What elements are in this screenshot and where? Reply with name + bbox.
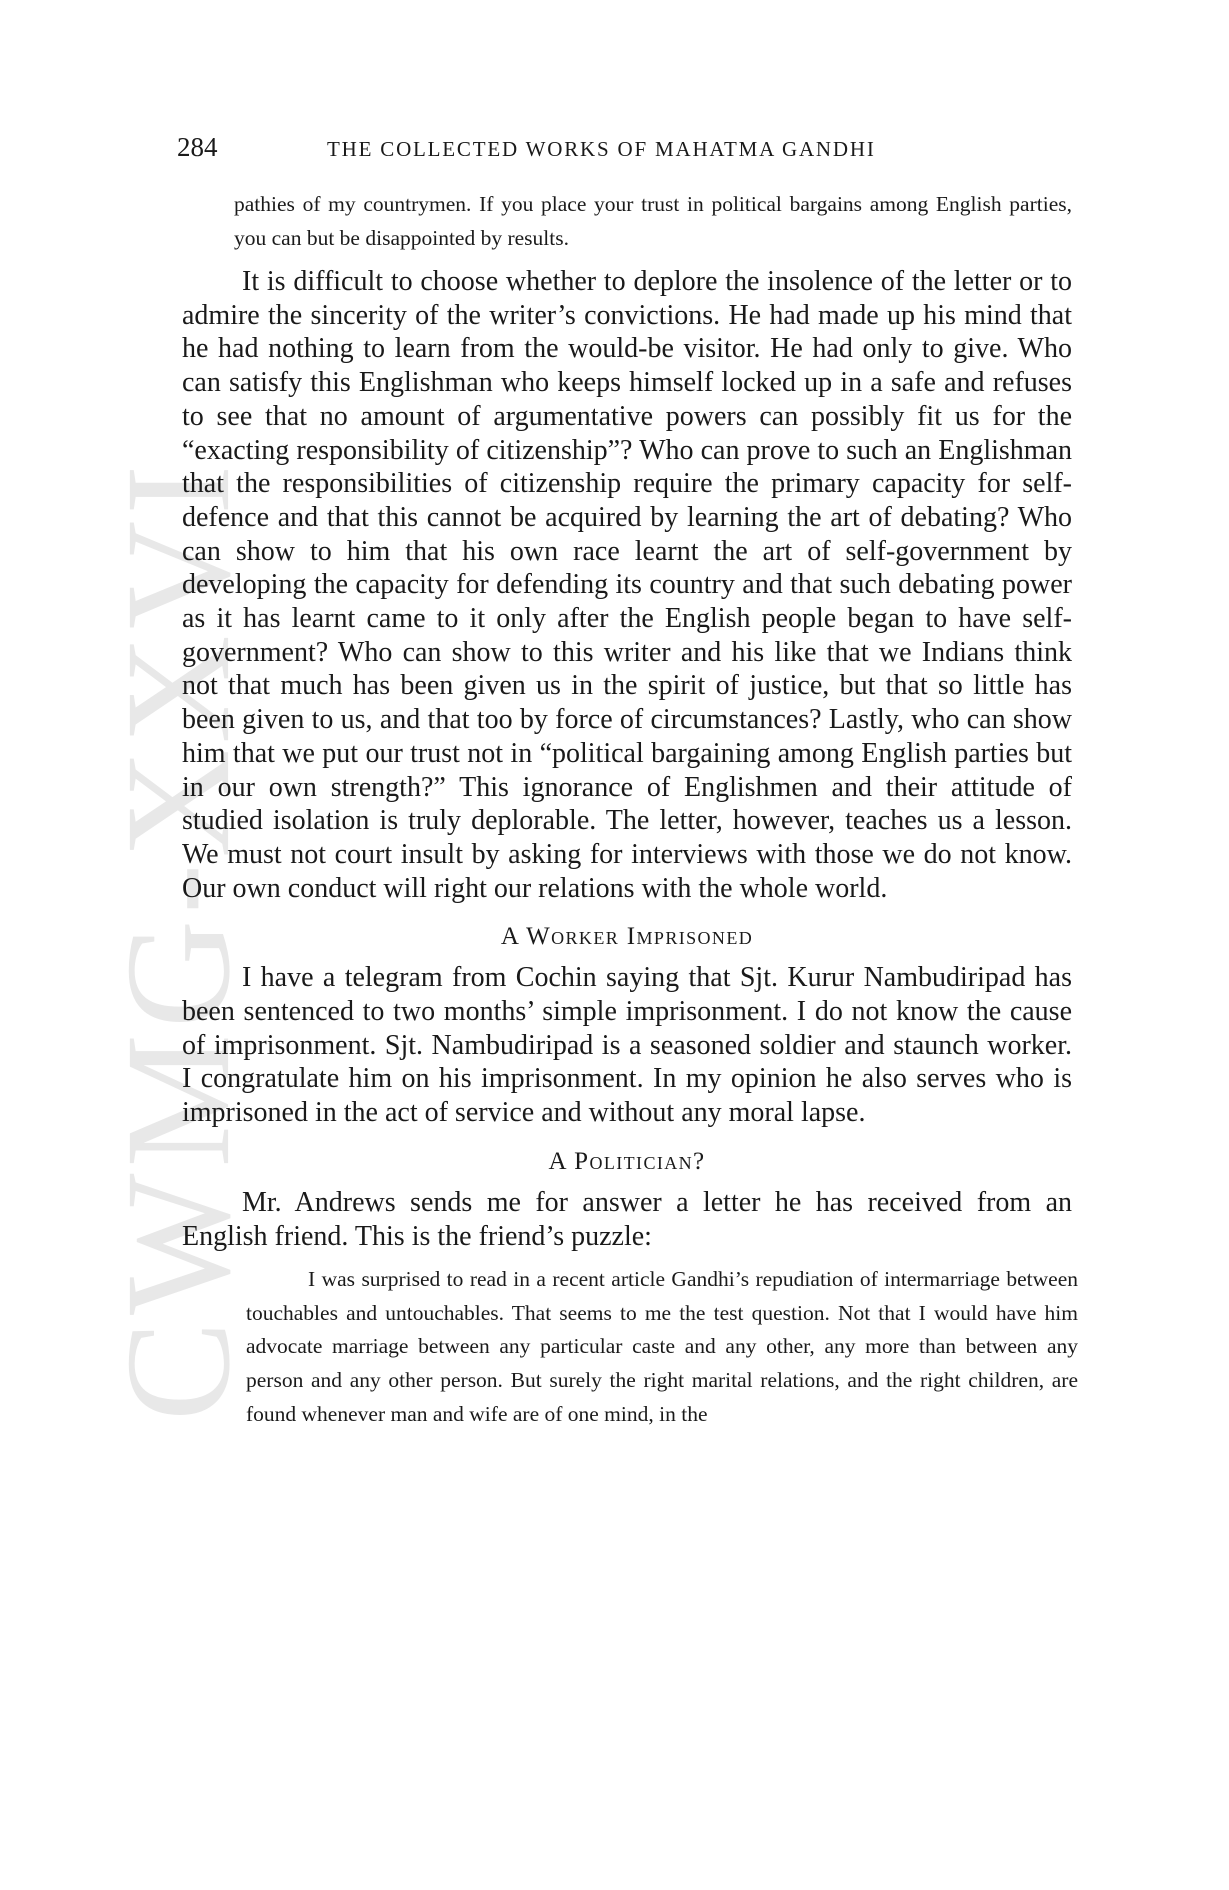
- running-title: THE COLLECTED WORKS OF MAHATMA GANDHI: [327, 137, 876, 161]
- section-heading-worker-imprisoned: A Worker Imprisoned: [500, 923, 754, 951]
- paragraph-insolence-of-letter: It is difficult to choose whether to deplore the insolence of the letter or to admire the sincerity of the writer’s convictions. He had made up his mind that he had nothing to learn from the would-be visitor. He had only to give. Who can satisfy this Englishman who keeps himself locked up in a safe and refuses to see that no amount of argumentative powers can possibly fit us for the “exacting responsibility of citizenship”? Who can prove to such an Englishman that the responsibilities of citizenship require the primary capacity for self-defence and that this cannot be acquired by learning the art of debating? Who can show to him that his own race learnt the art of self-government by developing the capacity for defending its country and that such debating power as it has learnt came to it only after the English people began to have self-government? Who can show to this writer and his like that we Indians think not that much has been given us in the spirit of justice, but that so little has been given to us, and that too by force of circumstances? Lastly, who can show him that we put our trust not in “political bargaining among English parties but in our own strength?” This ignorance of Englishmen and their attitude of studied isolation is truly deplorable. The letter, however, teaches us a lesson. We must not court insult by asking for interviews with those we do not know. Our own conduct will right our relations with the whole world.: [182, 266, 1072, 904]
- section-heading-politician: A Politician?: [548, 1147, 706, 1175]
- paragraph-politician-intro: Mr. Andrews sends me for answer a letter he has received from an English friend. This is the friend’s puzzle:: [182, 1186, 1072, 1252]
- block-quote-english-friend: I was surprised to read in a recent article Gandhi’s repudiation of intermarriage between touchables and untouchables. That seems to me the test question. Not that I would have him advocate marriage between any particular caste and any other, any more than between any person and any other person. But surely the right marital relations, and the right children, are found whenever man and wife are of one mind, in the: [246, 1267, 1078, 1426]
- block-quote-continuation: pathies of my countrymen. If you place your trust in political bargains among English parties, you can but be disappointed by results.: [234, 192, 1072, 250]
- page-number: 284: [177, 132, 218, 162]
- page-body: [182, 188, 1078, 1431]
- running-head: [177, 132, 1077, 163]
- paragraph-worker-imprisoned: I have a telegram from Cochin saying that Sjt. Kurur Nambudiripad has been sentenced to two months’ simple imprisonment. I do not know the cause of imprisonment. Sjt. Nambudiripad is a seasoned soldier and staunch worker. I congratulate him on his imprisonment. In my opinion he also serves who is imprisoned in the act of service and without any moral lapse.: [182, 962, 1072, 1129]
- watermark-text: CWMG-XXVI: [95, 458, 262, 1422]
